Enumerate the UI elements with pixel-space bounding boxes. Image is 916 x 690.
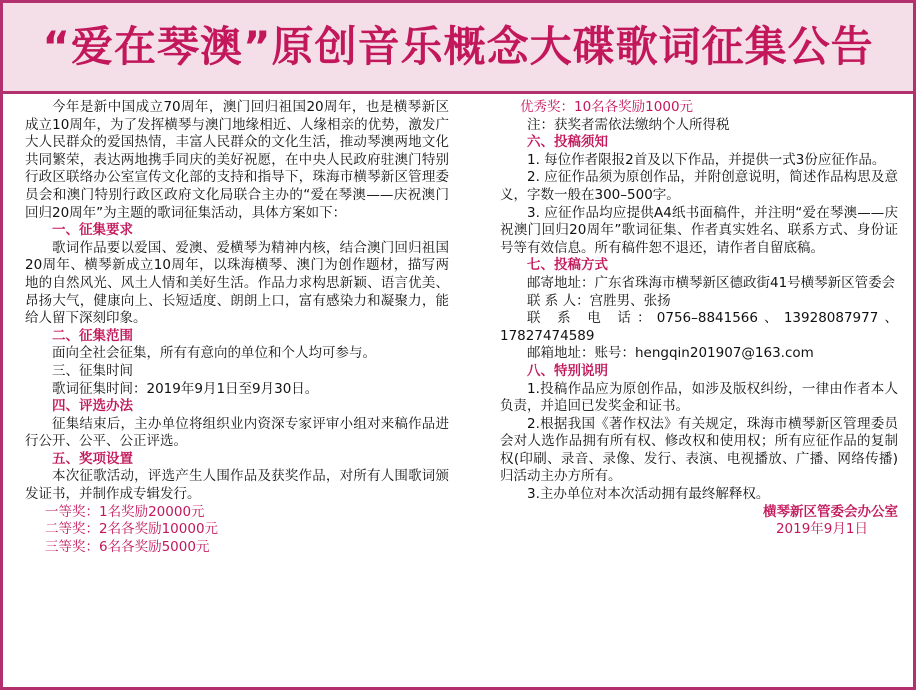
contact-person: 联 系 人：宫胜男、张扬 <box>527 292 671 309</box>
section-3-heading: 三、征集时间 <box>52 362 133 379</box>
section-6-item-1: 1. 每位作者限报2首及以下作品，并提供一式3份应征作品。 <box>527 151 886 168</box>
prize-excellence: 优秀奖：10名各奖励1000元 <box>520 99 694 115</box>
section-4-heading: 四、评选办法 <box>52 398 133 415</box>
title-banner <box>3 3 913 94</box>
section-5-heading: 五、奖项设置 <box>52 450 133 467</box>
section-2-heading: 二、征集范围 <box>52 327 133 344</box>
prize-tax-note: 注：获奖者需依法缴纳个人所得税 <box>527 116 730 133</box>
section-6-item-2: 2. 应征作品须为原创作品，并附创意说明，简述作品构思及意义，字数一般在300–500字。 <box>500 169 898 203</box>
section-3-body: 歌词征集时间：2019年9月1日至9月30日。 <box>52 380 319 397</box>
section-7-heading: 七、投稿方式 <box>527 257 608 274</box>
prize-first: 一等奖：1名奖励20000元 <box>45 503 205 520</box>
section-2-body: 面向全社会征集，所有有意向的单位和个人均可参与。 <box>52 345 376 362</box>
section-1-body: 歌词作品要以爱国、爱澳、爱横琴为精神内核，结合澳门回归祖国20周年、横琴新成立10周年，以珠海横琴、澳门为创作题材，描写两地的自然风光、风土人情和美好生活。作品力求构思新颖、语言优美、昂扬大气，健康向上、长短适度、朗朗上口，富有感染力和凝聚力，能给人留下深刻印象。 <box>25 239 449 327</box>
prize-second: 二等奖：2名各奖励10000元 <box>45 521 219 538</box>
mailing-address: 邮寄地址：广东省珠海市横琴新区德政街41号横琴新区管委会 <box>527 274 896 291</box>
section-8-heading: 八、特别说明 <box>527 362 608 379</box>
section-6-heading: 六、投稿须知 <box>527 134 608 151</box>
section-8-item-3: 3.主办单位对本次活动拥有最终解释权。 <box>527 486 770 503</box>
contact-email: 邮箱地址：账号：hengqin201907@163.com <box>527 345 814 362</box>
intro-paragraph: 今年是新中国成立70周年，澳门回归祖国20周年，也是横琴新区成立10周年，为了发挥横琴与澳门地缘相近、人缘相亲的优势，激发广大人民群众的爱国热情，丰富人民群众的文化生活，推动琴澳两地文化共同繁荣，表达两地携手同庆的美好祝愿，在中央人民政府驻澳门特别行政区联络办公室宣传文化部的支持和指导下，珠海市横琴新区管理委员会和澳门特别行政区政府文化局联合主办的“爱在琴澳——庆祝澳门回归20周年”为主题的歌词征集活动，具体方案如下： <box>25 99 449 221</box>
contact-phone: 联 系 电 话：0756–8841566、13928087977、17827474589 <box>500 310 898 344</box>
section-8-item-2: 2.根据我国《著作权法》有关规定，珠海市横琴新区管理委员会对人选作品拥有所有权、修改权和使用权；所有应征作品的复制权(印刷、录音、录像、发行、表演、电视播放、广播、网络传播)归活动主办方所有。 <box>500 415 898 485</box>
left-column <box>25 99 449 556</box>
section-8-item-1: 1.投稿作品应为原创作品，如涉及版权纠纷，一律由作者本人负责，并追回已发奖金和证书。 <box>500 380 898 415</box>
signature-organization: 横琴新区管委会办公室 <box>763 503 898 520</box>
right-column <box>500 99 898 539</box>
section-4-body: 征集结束后，主办单位将组织业内资深专家评审小组对来稿作品进行公开、公平、公正评选。 <box>25 415 449 450</box>
signature-date: 2019年9月1日 <box>775 521 868 538</box>
prize-third: 三等奖：6名各奖励5000元 <box>45 538 210 555</box>
section-5-body: 本次征歌活动，评选产生人围作品及获奖作品，对所有人围歌词颁发证书，并制作成专辑发行。 <box>25 468 449 503</box>
page-title: “爱在琴澳”原创音乐概念大碟歌词征集公告 <box>42 22 874 71</box>
section-6-item-3: 3. 应征作品均应提供A4纸书面稿件，并注明“爱在琴澳——庆祝澳门回归20周年”歌词征集、作者真实姓名、联系方式、身份证号等有效信息。所有稿件恕不退还，请作者自留底稿。 <box>500 204 898 256</box>
section-1-heading: 一、征集要求 <box>52 222 133 239</box>
